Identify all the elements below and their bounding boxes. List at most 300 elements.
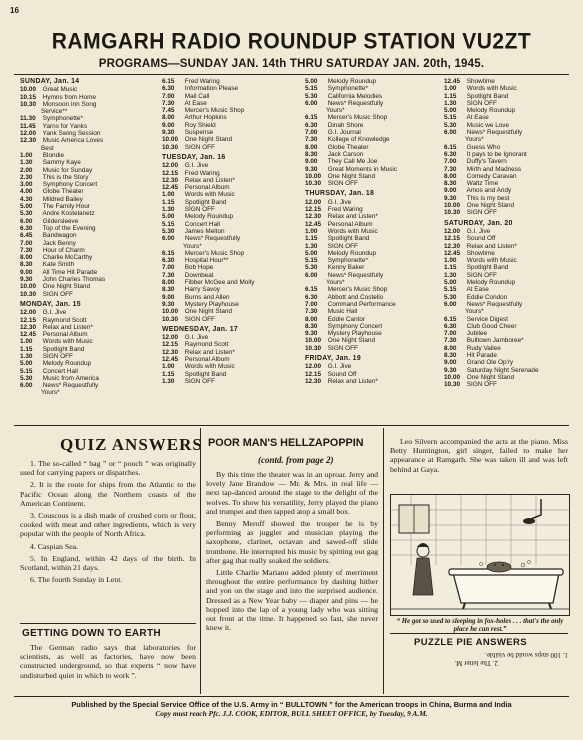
program-title: Burns and Allen: [184, 293, 230, 301]
program-time: 1.15: [20, 345, 33, 353]
program-entry: [20, 346, 155, 353]
program-entry: [20, 368, 155, 375]
program-title: One Night Stand: [466, 373, 515, 381]
top-rule: [14, 74, 569, 75]
program-entry: [305, 301, 443, 308]
program-entry: [162, 334, 300, 341]
program-entry: [20, 338, 155, 345]
program-title: Andre Kostelanetz: [42, 210, 95, 218]
program-entry: [444, 202, 570, 209]
program-entry: [162, 235, 300, 242]
program-title: Melody Roundup: [42, 360, 92, 368]
program-title: Words with Music: [466, 85, 517, 93]
program-title: Symphonette*: [327, 257, 368, 265]
program-time: 6.15: [444, 143, 457, 151]
program-title: Service Digest: [466, 315, 508, 323]
program-entry: [444, 250, 570, 257]
program-time: 8.00: [20, 254, 33, 262]
program-title: Mystery Playhouse: [327, 330, 382, 338]
program-title: Monsoon Inn Song: [42, 100, 97, 108]
program-entry: [162, 184, 300, 191]
program-entry: [305, 180, 443, 187]
leo-paragraph: Leo Silvern accompanied the acts at the piano. Miss Betty Huntington, girl singer, failed to make her appearance at Ramgarh. She was taken ill and was left behind at Gaya.: [390, 437, 568, 474]
program-title: Relax and Listen*: [466, 242, 517, 250]
program-title: Great Music: [42, 86, 78, 94]
program-entry: [444, 100, 570, 107]
program-title: Mail Call: [184, 92, 210, 100]
program-entry: [20, 94, 155, 101]
hellzapoppin-body: [206, 470, 378, 635]
program-time: 12.45: [162, 184, 178, 192]
program-title: SIGN OFF: [466, 99, 497, 107]
program-time: 10.00: [162, 308, 178, 316]
program-title: Suspense: [184, 129, 214, 137]
puzzle-answer-1: 1. 100 steps would be visible.: [484, 651, 568, 659]
program-time: 8.30: [162, 286, 175, 294]
program-entry: [162, 363, 300, 370]
program-title: Saturday Night Serenade: [466, 366, 539, 374]
cartoon-caption: “ He got so used to sleeping in fox-holes . . . that's the only place he can rest.”: [396, 618, 564, 633]
programs-subhead: PROGRAMS—SUNDAY JAN. 14th THRU SATURDAY JAN. 20th, 1945.: [98, 58, 485, 70]
program-title: Spotlight Band: [466, 264, 509, 272]
program-entry: [444, 235, 570, 242]
program-time: 7.00: [305, 300, 318, 308]
program-time: 5.15: [444, 286, 457, 294]
program-title: SIGN OFF: [184, 143, 215, 151]
program-title: Sound Off: [466, 235, 496, 243]
program-title: Relax and Listen*: [327, 377, 378, 385]
program-time: 5.00: [444, 107, 457, 115]
program-time: 6.30: [162, 257, 175, 265]
program-entry: [20, 360, 155, 367]
program-time: 8.30: [305, 150, 318, 158]
program-entry: [20, 181, 155, 188]
program-title: Bandwagon: [42, 232, 77, 240]
program-entry: [20, 291, 155, 298]
program-time: 10.00: [20, 86, 36, 94]
program-entry: [444, 78, 570, 85]
program-title: Jubilee: [466, 330, 488, 338]
program-time: 1.30: [162, 377, 175, 385]
program-time: 1.15: [444, 92, 457, 100]
program-entry: [20, 375, 155, 382]
program-time: 10.15: [20, 93, 36, 101]
program-title: SIGN OFF: [184, 206, 215, 214]
program-time: 6.15: [162, 249, 175, 257]
program-time: 6.00: [162, 235, 175, 243]
program-entry: [444, 114, 570, 121]
program-entry: [20, 382, 155, 389]
program-entry: [305, 114, 443, 121]
program-time: 12.00: [444, 227, 460, 235]
program-entry: [305, 250, 443, 257]
program-title: Downbeat: [184, 271, 214, 279]
program-entry: [162, 250, 300, 257]
program-entry: [305, 228, 443, 235]
program-title: Music America Loves: [42, 137, 104, 145]
puzzle-answer-2: 2. The letter M.: [454, 659, 498, 667]
program-title: Melody Roundup: [466, 279, 516, 287]
program-entry: [305, 308, 443, 315]
program-entry: [305, 206, 443, 213]
program-entry: [444, 151, 570, 158]
program-time: 5.15: [305, 257, 318, 265]
program-entry: [305, 378, 443, 385]
day-heading: TUESDAY, Jan. 16: [162, 153, 226, 161]
program-entry: [444, 93, 570, 100]
program-time: 1.30: [20, 352, 33, 360]
day-heading: FRIDAY, Jan. 19: [305, 354, 361, 362]
program-title: Mildred Bailey: [42, 195, 83, 203]
program-entry: [20, 276, 155, 283]
program-title: Kollege of Knowledge: [327, 136, 390, 144]
hellzapoppin-paragraph: By this time the theater was in an uproar. Jerry and lovely Jane Brandow — Mr. & Mrs. in real life — next tap-danced around the stage to the delight of the wolves. To show his versatility, Jerry played the piano and trumpet and then tapped atop a small box.: [206, 470, 378, 516]
program-time: 1.30: [444, 99, 457, 107]
program-title: Relax and Listen*: [327, 213, 378, 221]
program-time: 7.00: [305, 129, 318, 137]
program-time: 10.00: [305, 172, 321, 180]
program-entry: [20, 210, 155, 217]
program-entry: [162, 162, 300, 169]
program-title: Fred Waring: [184, 169, 220, 177]
program-title: Roy Shield: [184, 121, 216, 129]
program-time: 7.00: [444, 330, 457, 338]
hellzapoppin-title: POOR MAN'S HELLZAPOPPIN: [208, 437, 364, 449]
quiz-answers-title: QUIZ ANSWERS: [60, 435, 203, 454]
program-title: Fibber McGee and Molly: [184, 279, 255, 287]
program-entry: [20, 269, 155, 276]
program-entry: [162, 228, 300, 235]
program-entry: [305, 257, 443, 264]
program-time: 5.00: [444, 279, 457, 287]
program-time: 6.00: [444, 129, 457, 137]
program-entry: [444, 144, 570, 151]
program-time: 10.30: [162, 315, 178, 323]
program-time: 5.00: [20, 360, 33, 368]
program-title: Grand Ole Op'ry: [466, 359, 514, 367]
program-title: Spotlight Band: [327, 235, 370, 243]
program-time: 12.15: [162, 169, 178, 177]
program-entry: [20, 167, 155, 174]
program-entry: [444, 330, 570, 337]
program-title: Words with Music: [327, 227, 378, 235]
program-entry: [305, 199, 443, 206]
program-entry: [20, 309, 155, 316]
program-title: One Night Stand: [184, 136, 233, 144]
program-title: Command Performance: [327, 300, 396, 308]
program-entry: [20, 123, 155, 130]
program-time: 12.30: [444, 242, 460, 250]
program-time: 6.30: [444, 322, 457, 330]
program-time: 5.30: [444, 121, 457, 129]
program-title: Great Moments in Music: [327, 165, 398, 173]
quiz-answer: 2. It is the route for ships from the Atlantic to the Pacific Ocean along the Northern coasts of the American Continent.: [20, 480, 196, 508]
program-time: 7.00: [162, 92, 175, 100]
program-entry: [162, 107, 300, 114]
program-title: Yarns for Yanks: [42, 122, 88, 130]
program-time: 7.30: [444, 165, 457, 173]
program-entry: [162, 206, 300, 213]
program-entry: [162, 264, 300, 271]
program-title: Melody Roundup: [327, 78, 377, 85]
program-time: 10.30: [444, 381, 460, 389]
program-title: Music for Sunday: [42, 166, 93, 174]
program-title: Concert Hall: [184, 220, 220, 228]
program-time: 7.30: [444, 337, 457, 345]
program-entry: [20, 174, 155, 181]
program-time: 7.00: [162, 264, 175, 272]
program-continuation: Service**: [41, 108, 68, 116]
program-title: Spotlight Band: [184, 370, 227, 378]
program-title: Spotlight Band: [184, 198, 227, 206]
program-entry: [20, 152, 155, 159]
program-entry: [444, 374, 570, 381]
program-time: 6.00: [305, 99, 318, 107]
program-entry: [162, 294, 300, 301]
program-entry: [305, 213, 443, 220]
program-time: 1.00: [162, 363, 175, 371]
earth-paragraph: The German radio says that laboratories for scientists, as well as factories, have now been constructed underground, so that experts “ now have undisturbed quiet in which to work ”.: [20, 643, 196, 680]
program-entry: [444, 187, 570, 194]
program-time: 9.00: [20, 268, 33, 276]
program-title: Mercer's Music Shop: [327, 286, 388, 294]
program-time: 9.30: [305, 330, 318, 338]
program-title: Abbott and Costello: [327, 293, 384, 301]
program-entry: [162, 371, 300, 378]
program-time: 4.00: [20, 188, 33, 196]
program-time: 5.15: [162, 220, 175, 228]
program-time: 1.00: [444, 257, 457, 265]
program-entry: [162, 257, 300, 264]
program-entry: [444, 122, 570, 129]
program-entry: [444, 381, 570, 388]
program-title: SIGN OFF: [327, 242, 358, 250]
program-time: 1.30: [444, 271, 457, 279]
program-time: 1.15: [162, 198, 175, 206]
program-entry: [444, 323, 570, 330]
program-title: Mercer's Music Shop: [184, 107, 245, 115]
program-title: Words with Music: [184, 191, 235, 199]
day-heading: SUNDAY, Jan. 14: [20, 78, 80, 85]
program-entry: [162, 286, 300, 293]
program-title: Jack Carson: [327, 150, 364, 158]
program-entry: [162, 85, 300, 92]
program-entry: [305, 122, 443, 129]
program-entry: [444, 85, 570, 92]
program-time: 10.30: [444, 209, 460, 217]
program-time: 1.30: [305, 242, 318, 250]
program-entry: [305, 235, 443, 242]
program-entry: [305, 363, 443, 370]
program-time: 9.30: [162, 300, 175, 308]
program-entry: [305, 85, 443, 92]
program-title: Spotlight Band: [466, 92, 509, 100]
program-entry: [162, 213, 300, 220]
program-title: Music Hall: [327, 308, 358, 316]
quiz-answer: 6. The fourth Sunday in Lent.: [30, 575, 123, 585]
program-time: 12.30: [20, 137, 36, 145]
program-time: 1.30: [162, 206, 175, 214]
program-title: G.I. Journal: [327, 129, 361, 137]
program-time: 6.30: [305, 293, 318, 301]
program-title: Comedy Caravan: [466, 172, 517, 180]
program-entry: [162, 100, 300, 107]
program-title: Personal Album: [184, 184, 230, 192]
program-entry: [305, 294, 443, 301]
program-time: 3.00: [20, 181, 33, 189]
earth-title: GETTING DOWN TO EARTH: [22, 628, 161, 639]
program-title: California Melodies: [327, 92, 383, 100]
program-time: 12.15: [20, 316, 36, 324]
program-time: 7.30: [305, 136, 318, 144]
program-time: 7.45: [162, 107, 175, 115]
program-title: Kate Smith: [42, 261, 75, 269]
program-title: SIGN OFF: [466, 209, 497, 217]
program-time: 5.15: [444, 114, 457, 122]
program-time: 12.00: [20, 130, 36, 138]
program-title: This is my best: [466, 194, 510, 202]
program-entry: [305, 323, 443, 330]
program-entry: [305, 158, 443, 165]
program-title: At Ease: [466, 114, 489, 122]
program-title: James Melton: [184, 227, 225, 235]
program-title: All Time Hit Parade: [42, 268, 98, 276]
program-title: Relax and Listen*: [42, 323, 93, 331]
program-time: 9.00: [444, 187, 457, 195]
program-time: 12.00: [305, 198, 321, 206]
program-time: 9.00: [162, 121, 175, 129]
program-time: 1.00: [305, 227, 318, 235]
program-time: 12.30: [20, 323, 36, 331]
program-entry: [20, 115, 155, 122]
program-title: Information Please: [184, 85, 239, 93]
program-time: 12.00: [162, 162, 178, 170]
program-entry: [444, 345, 570, 352]
program-title: Raymond Scott: [184, 341, 229, 349]
day-heading: SATURDAY, Jan. 20: [444, 219, 513, 227]
program-time: 10.00: [444, 202, 460, 210]
program-time: 8.00: [444, 172, 457, 180]
program-title: Gildersleeve: [42, 217, 79, 225]
program-title: Hymns from Home: [42, 93, 97, 101]
program-entry: [305, 221, 443, 228]
day-heading: MONDAY, Jan. 15: [20, 300, 81, 308]
column-divider-1: [200, 428, 201, 694]
program-title: News* Requestfully: [327, 99, 384, 107]
program-time: 11.30: [20, 115, 36, 123]
program-title: They Call Me Joe: [327, 158, 378, 166]
program-entry: [444, 272, 570, 279]
program-entry: [305, 100, 443, 107]
program-entry: [305, 330, 443, 337]
program-title: G.I. Jive: [466, 227, 491, 235]
program-time: 8.00: [162, 279, 175, 287]
program-title: Club Good Cheer: [466, 322, 517, 330]
program-time: 12.00: [162, 334, 178, 342]
program-time: 12.45: [162, 355, 178, 363]
quiz-answer: 1. The so-called “ bag ” or “ pouch ” was originally used for carrying papers or dispatches.: [20, 459, 196, 478]
leo-silvern-note: [390, 437, 568, 477]
program-title: Kenny Baker: [327, 264, 365, 272]
program-entry: [305, 371, 443, 378]
program-time: 7.30: [162, 99, 175, 107]
program-time: 6.15: [444, 315, 457, 323]
program-title: Relax and Listen*: [184, 348, 235, 356]
program-entry: [20, 101, 155, 108]
program-time: 5.30: [305, 264, 318, 272]
program-title: Sammy Kaye: [42, 159, 81, 167]
program-entry: [20, 225, 155, 232]
program-entry: [162, 170, 300, 177]
program-time: 12.45: [20, 331, 36, 339]
program-time: 7.30: [305, 308, 318, 316]
program-title: SIGN OFF: [466, 271, 497, 279]
program-time: 9.00: [305, 158, 318, 166]
program-entry: [162, 177, 300, 184]
program-time: 8.00: [305, 315, 318, 323]
program-entry: [305, 316, 443, 323]
program-time: 10.00: [444, 373, 460, 381]
program-title: Relax and Listen*: [184, 176, 235, 184]
program-time: 9.30: [444, 194, 457, 202]
program-time: 10.30: [20, 290, 36, 298]
program-entry: [162, 341, 300, 348]
program-time: 5.15: [20, 367, 33, 375]
footer-publisher: Published by the Special Service Office of the U.S. Army in “ BULLTOWN ” for the American troops in China, Burma and India: [71, 700, 512, 709]
program-title: At Ease: [466, 286, 489, 294]
program-title: Charlie McCarthy: [42, 254, 93, 262]
program-title: Harry Savoy: [184, 286, 220, 294]
earth-body: [20, 643, 196, 683]
program-entry: [444, 352, 570, 359]
program-title: Symphonette*: [327, 85, 368, 93]
puzzle-pie-title: PUZZLE PIE ANSWERS: [414, 637, 527, 648]
footer-copy-deadline: Copy must reach Pfc. J.J. COOK, EDITOR, BULL SHEET OFFICE, by Tuesday, 9 A.M.: [155, 709, 428, 718]
program-title: Melody Roundup: [466, 107, 516, 115]
program-entry: [444, 173, 570, 180]
program-entry: [305, 286, 443, 293]
program-title: Music from America: [42, 374, 99, 382]
program-time: 2.00: [20, 166, 33, 174]
program-entry: [162, 279, 300, 286]
program-entry: [162, 349, 300, 356]
program-title: SIGN OFF: [42, 352, 73, 360]
program-title: Jack Benny: [42, 239, 76, 247]
program-continuation: Yours*: [41, 389, 60, 397]
program-title: Eddie Cantor: [327, 315, 366, 323]
quiz-answer: 4. Caspian Sea.: [30, 541, 79, 551]
program-title: Raymond Scott: [42, 316, 87, 324]
program-title: Personal Album: [327, 220, 373, 228]
program-time: 11.45: [20, 122, 36, 130]
program-entry: [444, 195, 570, 202]
program-time: 8.30: [305, 322, 318, 330]
program-entry: [20, 196, 155, 203]
program-time: 9.30: [162, 129, 175, 137]
program-title: Mirth and Madness: [466, 165, 522, 173]
program-entry: [444, 359, 570, 366]
program-time: 7.00: [444, 158, 457, 166]
program-time: 8.00: [162, 114, 175, 122]
program-entry: [444, 301, 570, 308]
program-title: Mystery Playhouse: [184, 300, 239, 308]
program-title: News* Requestfully: [327, 271, 384, 279]
program-time: 6.15: [305, 286, 318, 294]
program-title: Symphonette*: [42, 115, 83, 123]
program-title: Spotlight Band: [42, 345, 85, 353]
program-time: 5.30: [444, 293, 457, 301]
program-time: 5.30: [305, 92, 318, 100]
